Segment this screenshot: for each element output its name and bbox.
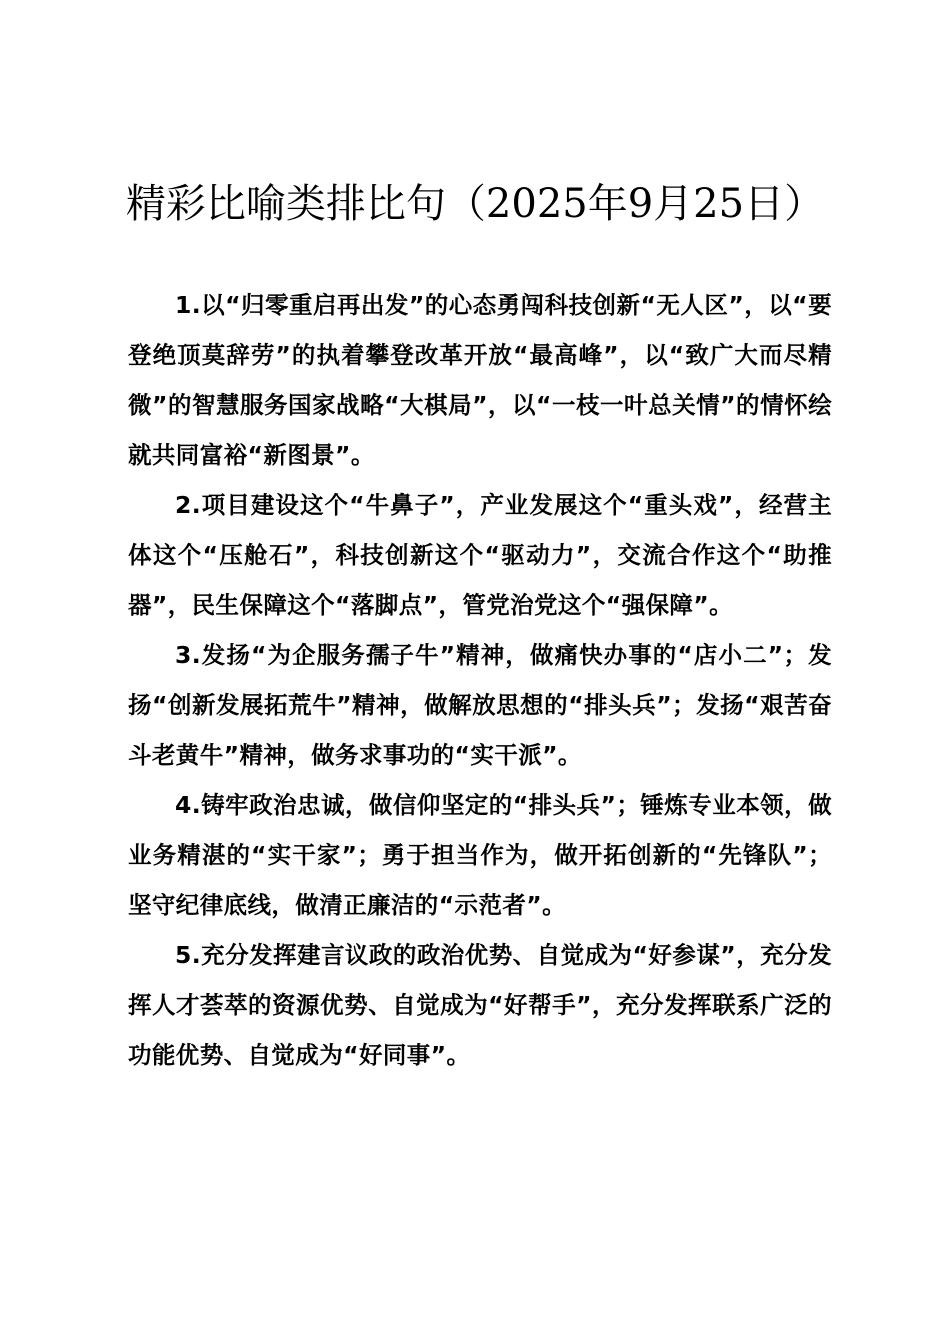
paragraph-number: 4.: [175, 791, 202, 819]
paragraph-5: [128, 930, 832, 1080]
paragraph-text: 发扬“为企服务孺子牛”精神，做痛快办事的“店小二”；发扬“创新发展拓荒牛”精神，做解放思想的“排头兵”；发扬“艰苦奋斗老黄牛”精神，做务求事功的“实干派”。: [128, 641, 832, 769]
paragraph-1: [128, 280, 832, 480]
paragraph-number: 1.: [175, 291, 202, 319]
document-body: [128, 280, 832, 1080]
paragraph-4: [128, 780, 832, 930]
paragraph-3: [128, 630, 832, 780]
paragraph-number: 5.: [175, 941, 202, 969]
paragraph-text: 充分发挥建言议政的政治优势、自觉成为“好参谋”，充分发挥人才荟萃的资源优势、自觉成为“好帮手”，充分发挥联系广泛的功能优势、自觉成为“好同事”。: [128, 941, 832, 1069]
paragraph-number: 3.: [175, 641, 202, 669]
paragraph-text: 铸牢政治忠诚，做信仰坚定的“排头兵”；锤炼专业本领，做业务精湛的“实干家”；勇于担当作为，做开拓创新的“先锋队”；坚守纪律底线，做清正廉洁的“示范者”。: [128, 791, 832, 919]
paragraph-text: 项目建设这个“牛鼻子”，产业发展这个“重头戏”，经营主体这个“压舱石”，科技创新这个“驱动力”，交流合作这个“助推器”，民生保障这个“落脚点”，管党治党这个“强保障”。: [128, 491, 832, 619]
paragraph-2: [128, 480, 832, 630]
paragraph-text: 以“归零重启再出发”的心态勇闯科技创新“无人区”，以“要登绝顶莫辞劳”的执着攀登改革开放“最高峰”，以“致广大而尽精微”的智慧服务国家战略“大棋局”，以“一枝一叶总关情”的情怀绘就共同富裕“新图景”。: [128, 291, 832, 469]
paragraph-number: 2.: [175, 491, 202, 519]
document-title: 精彩比喻类排比句（2025年9月25日）: [125, 181, 825, 227]
